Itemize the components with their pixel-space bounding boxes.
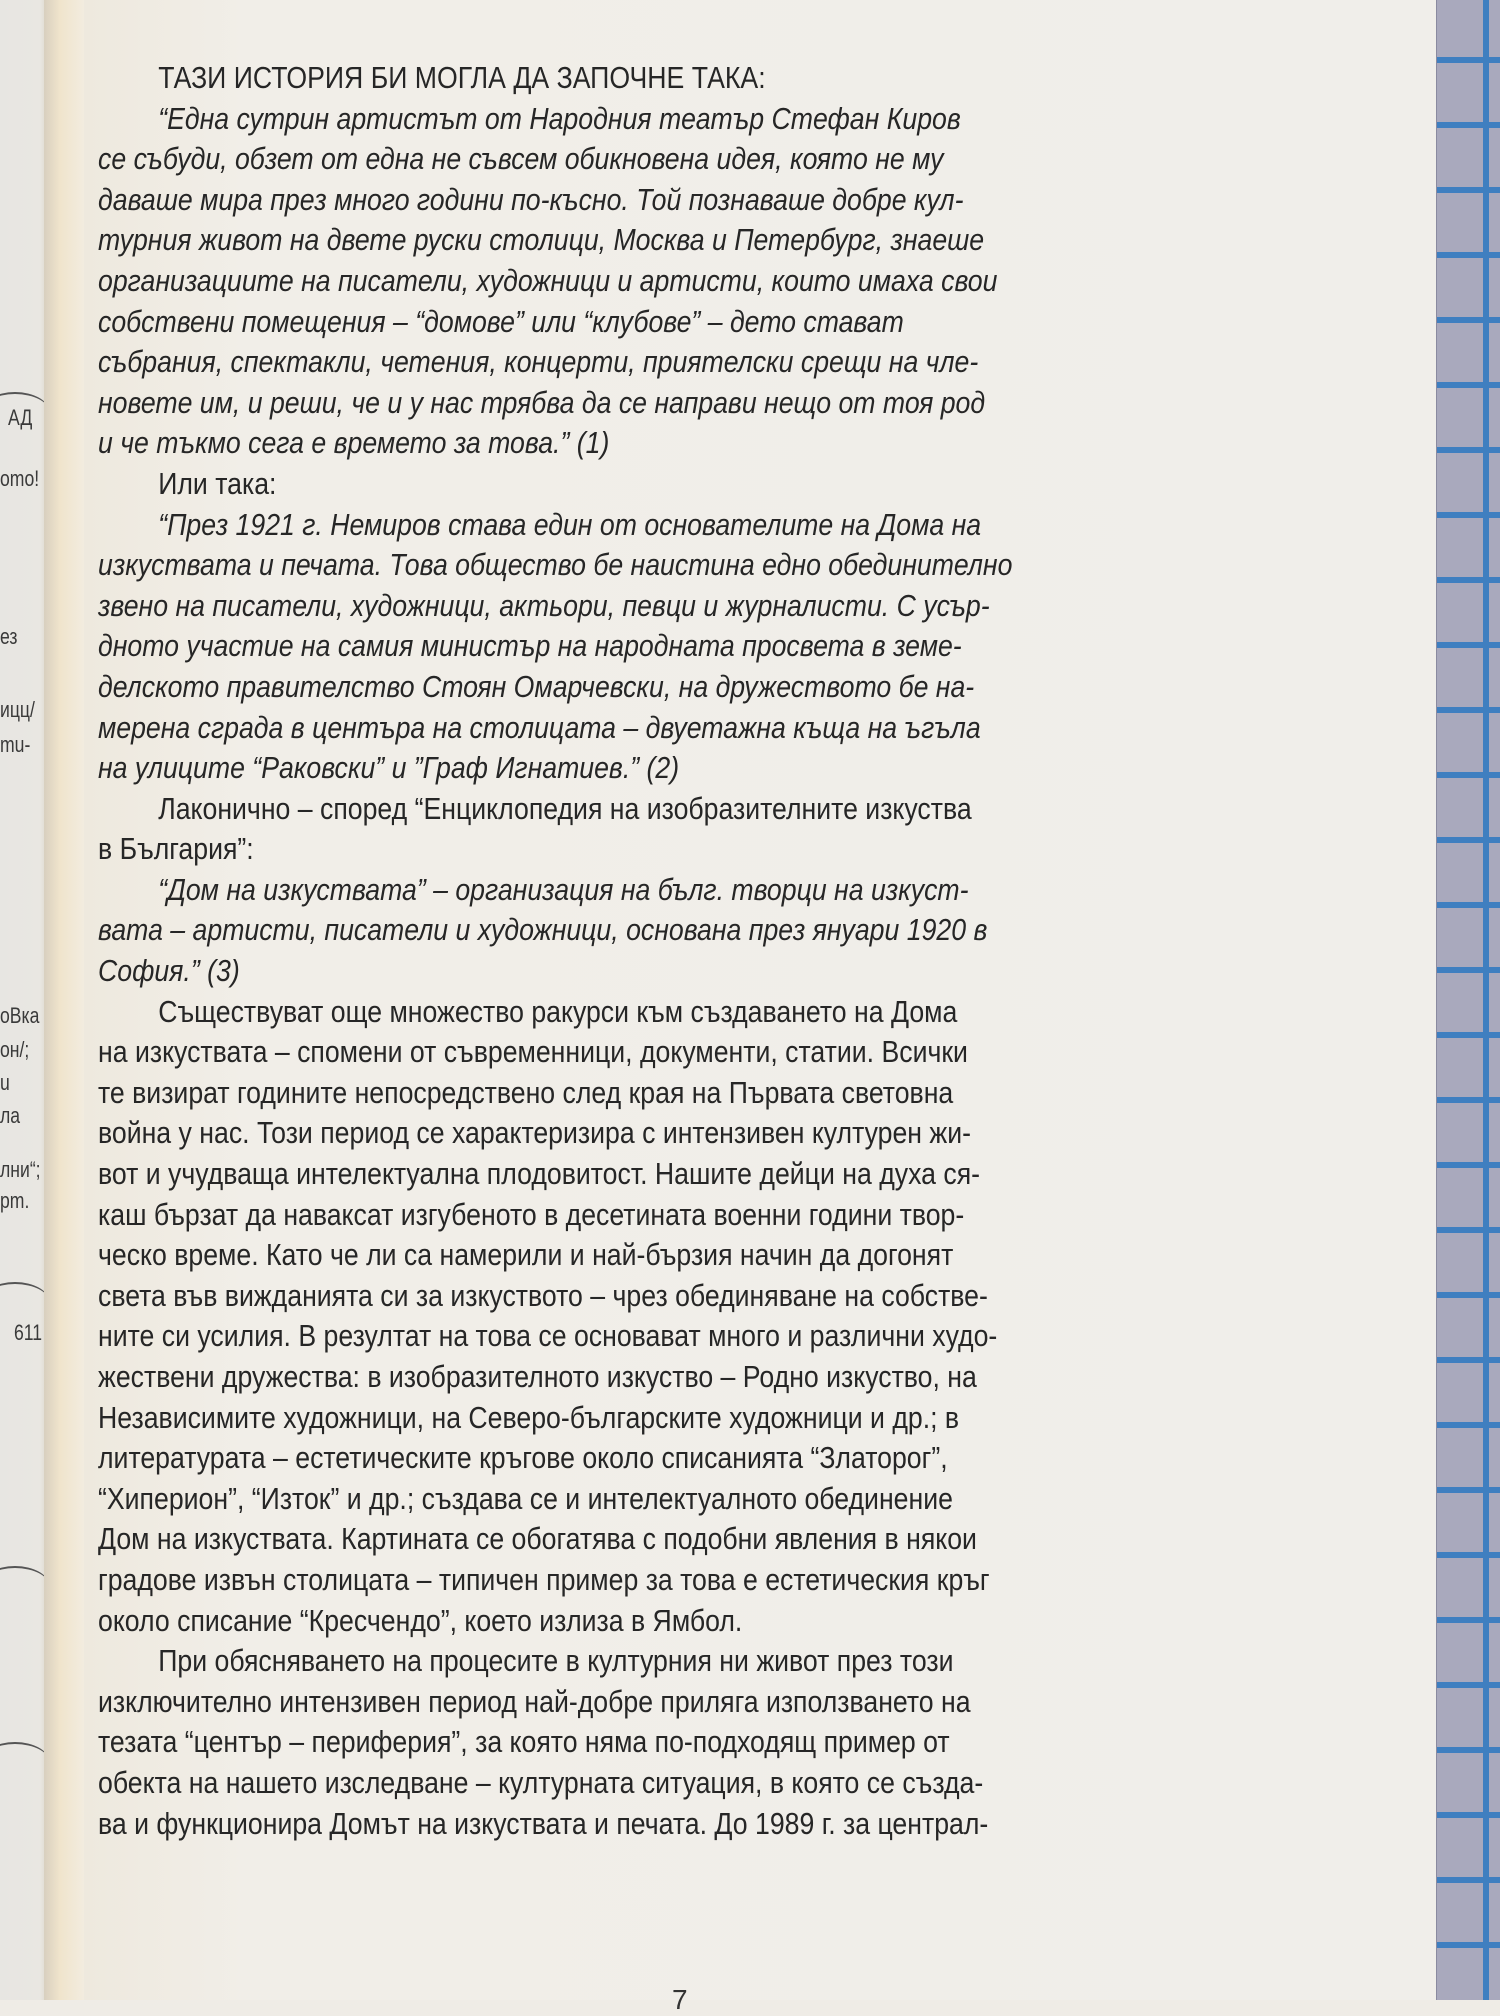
text-line: вата – артисти, писатели и художници, основана през януари 1920 в	[98, 912, 988, 948]
text-line: София.” (3)	[98, 953, 240, 989]
text-line: Лаконично – според “Енциклопедия на изобразителните изкуства	[158, 790, 972, 826]
decorative-curve	[0, 1742, 50, 1784]
left-page-fragment: ез	[0, 624, 18, 649]
left-page-fragment: ицц/	[0, 697, 35, 722]
grid-paper-background	[1436, 0, 1500, 2000]
left-page-fragment: АД	[8, 405, 33, 430]
text-line: каш бързат да наваксат изгубеното в десетината военни години твор-	[98, 1196, 965, 1232]
text-line: “През 1921 г. Немиров става един от основателите на Дома на	[158, 506, 982, 542]
text-line: ните си усилия. В резултат на това се основават много и различни худо-	[98, 1318, 998, 1354]
page-text	[98, 58, 1378, 1844]
left-page-fragment: u	[0, 1070, 10, 1095]
text-line: на изкуствата – спомени от съвременници, документи, статии. Всички	[98, 1034, 968, 1070]
text-line: Съществуват още множество ракурси към създаването на Дома	[158, 993, 958, 1029]
text-line: ва и функционира Домът на изкуствата и печата. До 1989 г. за централ-	[98, 1805, 989, 1841]
text-line: обекта на нашето изследване – културната ситуация, в която се създа-	[98, 1764, 984, 1800]
text-line: света във вижданията си за изкуството – чрез обединяване на собстве-	[98, 1277, 988, 1313]
decorative-curve	[0, 1282, 50, 1324]
text-line: събрания, спектакли, четения, концерти, приятелски срещи на чле-	[98, 344, 979, 380]
book-gutter	[44, 0, 84, 2000]
text-line: те визират годините непосредствено след края на Първата световна	[98, 1074, 954, 1110]
text-line: турния живот на двете руски столици, Москва и Петербург, знаеше	[98, 222, 985, 258]
page-number: 7	[672, 1984, 688, 2015]
section-heading: ТАЗИ ИСТОРИЯ БИ МОГЛА ДА ЗАПОЧНЕ ТАКА:	[158, 60, 766, 95]
left-page-fragment: pm.	[0, 1188, 30, 1213]
text-line: “Дом на изкуствата” – организация на бълг. творци на изкуст-	[158, 871, 969, 907]
text-line: ческо време. Като че ли са намерили и най-бързия начин да догонят	[98, 1237, 954, 1273]
left-page-fragment: 611	[14, 1320, 43, 1345]
text-line: на улиците “Раковски” и ”Граф Игнатиев.” (2)	[98, 750, 680, 786]
left-page-fragment: он/;	[0, 1037, 30, 1062]
text-line: Дом на изкуствата. Картината се обогатява с подобни явления в някои	[98, 1521, 977, 1557]
text-line: “Хиперион”, “Изток” и др.; създава се и интелектуалното обединение	[98, 1480, 953, 1516]
text-line: “Една сутрин артистът от Народния театър Стефан Киров	[158, 100, 961, 136]
text-line: се събуди, обзет от една не съвсем обикновена идея, която не му	[98, 141, 944, 177]
left-page-fragment: mu-	[0, 732, 31, 757]
text-line: война у нас. Този период се характеризира с интензивен културен жи-	[98, 1115, 972, 1151]
decorative-curve	[0, 1566, 50, 1608]
text-line: звено на писатели, художници, актьори, певци и журналисти. С усър-	[98, 587, 990, 623]
text-line: и че тъкмо сега е времето за това.” (1)	[98, 425, 610, 461]
text-line: изключително интензивен период най-добре приляга използването на	[98, 1683, 971, 1719]
text-line: Независимите художници, на Северо-българските художници и др.; в	[98, 1399, 960, 1435]
text-line: дното участие на самия министър на народната просвета в земе-	[98, 628, 962, 664]
left-page-fragment: лни“;	[0, 1157, 41, 1182]
text-line: около списание “Кресчендо”, което излиза в Ямбол.	[98, 1602, 743, 1638]
text-line: литературата – естетическите кръгове около списанията “Златорог”,	[98, 1440, 948, 1476]
previous-page-edge	[0, 0, 50, 2000]
text-line: организациите на писатели, художници и артисти, които имаха свои	[98, 262, 998, 298]
text-line: мерена сграда в центъра на столицата – двуетажна къща на ъгъла	[98, 709, 981, 745]
book-page	[84, 0, 1436, 2015]
text-line: градове извън столицата – типичен пример за това е естетическия кръг	[98, 1561, 990, 1597]
text-line: жествени дружества: в изобразителното изкуство – Родно изкуство, на	[98, 1359, 977, 1394]
text-line: собствени помещения – “домове” или “клубове” – дето стават	[98, 303, 904, 339]
left-page-fragment: оВка	[0, 1003, 40, 1028]
text-line: делското правителство Стоян Омарчевски, на дружеството бе на-	[98, 668, 975, 704]
text-line: тезата “център – периферия”, за която няма по-подходящ пример от	[98, 1724, 950, 1760]
left-page-fragment: omo!	[0, 466, 40, 491]
text-line: При обясняването на процесите в културния ни живот през този	[158, 1643, 954, 1679]
text-line: новете им, и реши, че и у нас трябва да се направи нещо от тоя род	[98, 384, 986, 420]
text-line: вот и учудваща интелектуална плодовитост. Нашите дейци на духа ся-	[98, 1156, 981, 1192]
text-line: изкуствата и печата. Това общество бе наистина едно обединително	[98, 547, 1013, 583]
left-page-fragment: ла	[0, 1103, 21, 1128]
text-line: Или така:	[158, 465, 277, 501]
text-line: даваше мира през много години по-късно. Той познаваше добре кул-	[98, 181, 964, 217]
text-line: в България”:	[98, 831, 254, 867]
